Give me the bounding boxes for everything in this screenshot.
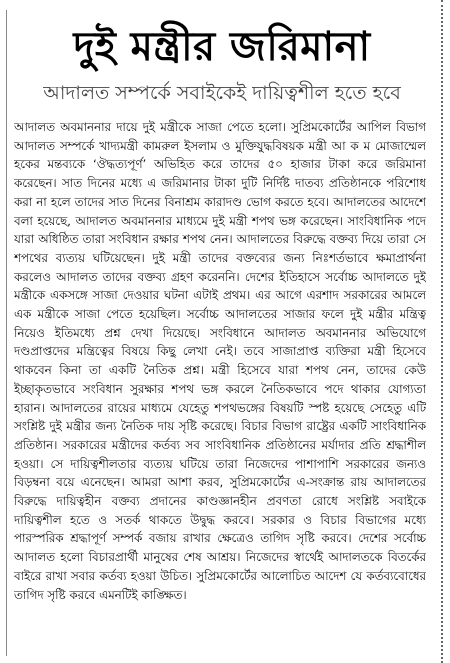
article-body [14,118,426,656]
article-subheadline: আদালত সম্পর্কে সবাইকেই দায়িত্বশীল হতে হবে [43,82,401,104]
article-headline: দুই মন্ত্রীর জরিমানা [73,24,371,70]
article-paragraph: আদালত অবমাননার দায়ে দুই মন্ত্রীকে সাজা পেতে হলো। সুপ্রিমকোর্টের আপিল বিভাগ আদালত সম্পর্কে খাদ্যমন্ত্রী কামরুল ইসলাম ও মুক্তিযুদ্ধবিষয়ক মন্ত্রী আ ক ম মোজাম্মেল হকের মন্তব্যকে ‘ঔদ্ধত্যপূর্ণ’ অভিহিত করে তাদের ৫০ হাজার টাকা করে জরিমানা করেছেন। সাত দিনের মধ্যে এ জরিমানার টাকা দুটি নির্দিষ্ট দাতব্য প্রতিষ্ঠানকে পরিশোধ করা না হলে তাদের সাত দিনের বিনাশ্রম কারাদণ্ড ভোগ করতে হবে। আদালতের আদেশে বলা হয়েছে, আদালত অবমাননার মাধ্যমে দুই মন্ত্রী শপথ ভঙ্গ করেছেন। সাংবিধানিক পদে যারা অধিষ্ঠিত তারা সংবিধান রক্ষার শপথ নেন। আদালতের বিরুদ্ধে বক্তব্য দিয়ে তারা সে শপথের ব্যত্যয় ঘটিয়েছেন। দুই মন্ত্রী তাদের বক্তব্যের জন্য নিঃশর্তভাবে ক্ষমাপ্রার্থনা করলেও আদালত তাদের বক্তব্য গ্রহণ করেননি। দেশের ইতিহাসে সর্বোচ্চ আদালতে দুই মন্ত্রীকে একসঙ্গে সাজা দেওয়ার ঘটনা এটাই প্রথম। এর আগে এরশাদ সরকারের আমলে এক মন্ত্রীকে সাজা পেতে হয়েছিল। সর্বোচ্চ আদালতের সাজার ফলে দুই মন্ত্রীর মন্ত্রিত্ব নিয়েও ইতিমধ্যে প্রশ্ন দেখা দিয়েছে। সংবিধানে আদালত অবমাননার অভিযোগে দণ্ডপ্রাপ্তদের মন্ত্রিত্বের বিষয়ে কিছু লেখা নেই। তবে সাজাপ্রাপ্ত ব্যক্তিরা মন্ত্রী হিসেবে থাকবেন কিনা তা একটি নৈতিক প্রশ্ন। মন্ত্রী হিসেবে যারা শপথ নেন, তাদের কেউ ইচ্ছাকৃতভাবে সংবিধান সুরক্ষার শপথ ভঙ্গ করলে নৈতিকভাবে পদে থাকার যোগ্যতা হারান। আদালতের রায়ের মাধ্যমে যেহেতু শপথভঙ্গের বিষয়টি স্পষ্ট হয়েছে সেহেতু এটি সংশ্লিষ্ট দুই মন্ত্রীর জন্য নৈতিক দায় সৃষ্টি করেছে। বিচার বিভাগ রাষ্ট্রের একটি সাংবিধানিক প্রতিষ্ঠান। সরকারের মন্ত্রীদের কর্তব্য সব সাংবিধানিক প্রতিষ্ঠানের মর্যাদার প্রতি শ্রদ্ধাশীল হওয়া। সে দায়িত্বশীলতার ব্যত্যয় ঘটিয়ে তারা নিজেদের পাশাপাশি সরকারের জন্যও বিড়ম্বনা বয়ে এনেছেন। আমরা আশা করব, সুপ্রিমকোর্টের এ-সংক্রান্ত রায় আদালতের বিরুদ্ধে দায়িত্বহীন বক্তব্য প্রদানের কাণ্ডজ্ঞানহীন প্রবণতা রোধে সংশ্লিষ্ট সবাইকে দায়িত্বশীল হতে ও সতর্ক থাকতে উদ্বুদ্ধ করবে। সরকার ও বিচার বিভাগের মধ্যে পারস্পরিক শ্রদ্ধাপূর্ণ সম্পর্ক বজায় রাখার ক্ষেত্রেও তাগিদ সৃষ্টি করবে। দেশের সর্বোচ্চ আদালত হলো বিচারপ্রার্থী মানুষের শেষ আশ্রয়। নিজেদের স্বার্থেই আদালতকে বিতর্কের বাইরে রাখা সবার কর্তব্য হওয়া উচিত। সুপ্রিমকোর্টের আলোচিত আদেশ যে কর্তব্যবোধের তাগিদ সৃষ্টি করবে এমনটিই কাঙ্ক্ষিত। [14,120,426,602]
column-divider [441,0,443,663]
